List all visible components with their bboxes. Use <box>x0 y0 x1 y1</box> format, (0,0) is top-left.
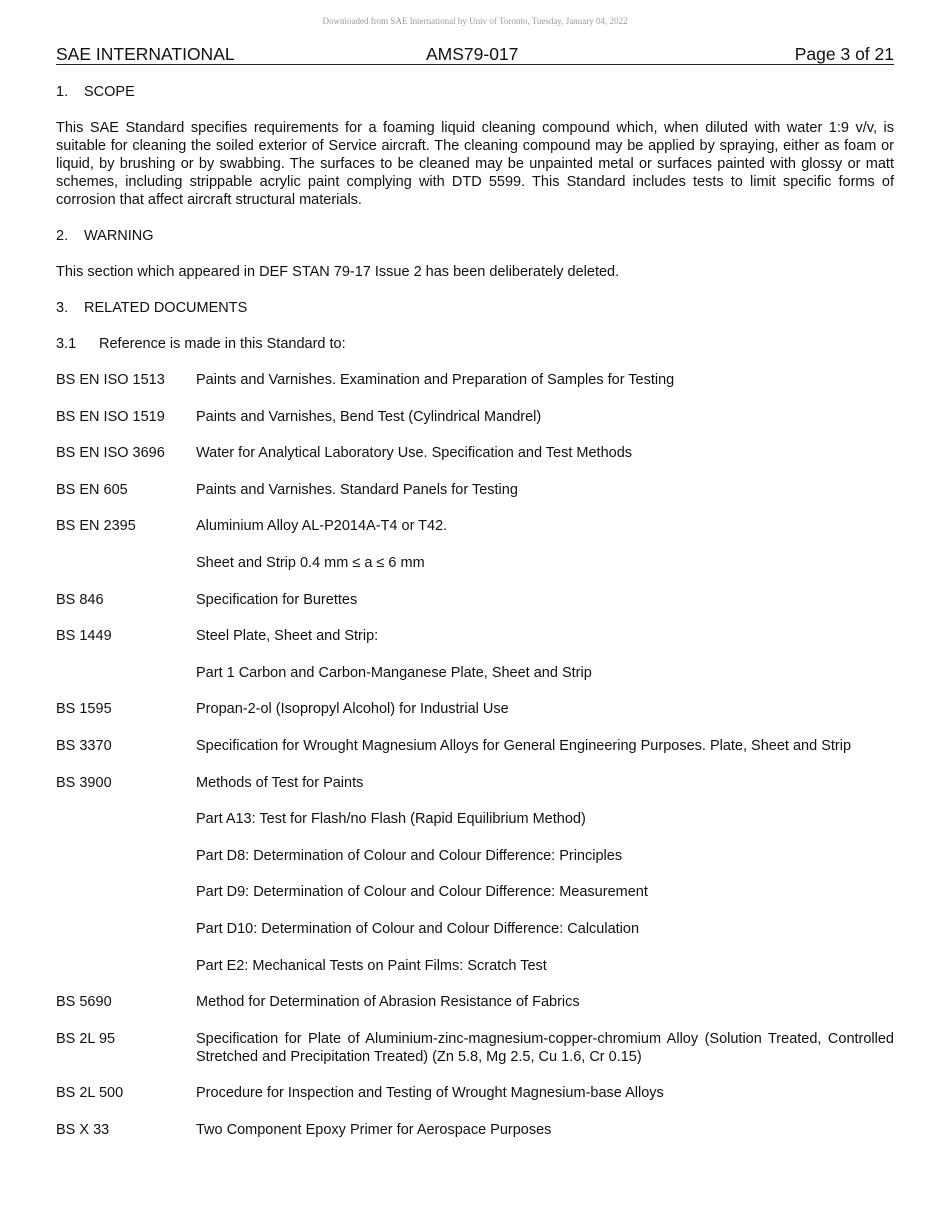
reference-title: Propan-2-ol (Isopropyl Alcohol) for Industrial Use <box>196 701 509 718</box>
reference-code: BS X 33 <box>56 1121 110 1138</box>
reference-title: Part E2: Mechanical Tests on Paint Films: Scratch Test <box>196 957 547 974</box>
reference-title: Part D8: Determination of Colour and Colour Difference: Principles <box>196 847 623 864</box>
reference-title: Steel Plate, Sheet and Strip: <box>196 628 379 645</box>
reference-code: BS 3370 <box>56 737 112 754</box>
reference-code: BS 846 <box>56 591 104 608</box>
reference-row <box>56 664 894 682</box>
reference-code <box>56 847 196 865</box>
reference-title: Aluminium Alloy AL-P2014A-T4 or T42. <box>196 518 448 535</box>
subsection-number: 3.1 <box>56 336 77 352</box>
reference-code: BS 1595 <box>56 701 112 718</box>
reference-title: Water for Analytical Laboratory Use. Specification and Test Methods <box>196 445 633 462</box>
reference-row <box>56 774 894 792</box>
reference-row <box>56 371 894 389</box>
reference-title: Sheet and Strip 0.4 mm ≤ a ≤ 6 mm <box>196 554 425 571</box>
header-document-id: AMS79-017 <box>426 44 519 64</box>
reference-row <box>56 408 894 426</box>
header-organization: SAE INTERNATIONAL <box>56 44 235 64</box>
reference-row <box>56 591 894 609</box>
reference-code: BS EN ISO 1513 <box>56 372 165 388</box>
reference-row <box>56 627 894 645</box>
reference-title: Part A13: Test for Flash/no Flash (Rapid Equilibrium Method) <box>196 811 586 828</box>
reference-row <box>56 700 894 718</box>
download-watermark: Downloaded from SAE International by Univ of Toronto, Tuesday, January 04, 2022 <box>322 16 628 26</box>
reference-title: Part 1 Carbon and Carbon-Manganese Plate, Sheet and Strip <box>196 664 592 681</box>
reference-title: Part D10: Determination of Colour and Colour Difference: Calculation <box>196 920 640 937</box>
reference-code <box>56 810 196 828</box>
reference-row <box>56 554 894 572</box>
section-title: RELATED DOCUMENTS <box>84 300 248 316</box>
subsection-3-1 <box>56 335 894 353</box>
reference-row <box>56 957 894 975</box>
reference-code: BS 2L 500 <box>56 1085 124 1102</box>
reference-code <box>56 664 196 682</box>
section-heading-warning <box>56 227 894 245</box>
document-body <box>56 83 894 1157</box>
reference-row <box>56 481 894 499</box>
reference-title: Two Component Epoxy Primer for Aerospace Purposes <box>196 1121 552 1138</box>
reference-code: BS 1449 <box>56 628 112 645</box>
reference-title: Specification for Wrought Magnesium Alloys for General Engineering Purposes. Plate, Sheet and Strip <box>196 737 852 754</box>
reference-title: Method for Determination of Abrasion Resistance of Fabrics <box>196 994 580 1011</box>
section-number: 3. <box>56 300 69 316</box>
reference-list <box>56 371 894 1139</box>
reference-row <box>56 920 894 938</box>
reference-title: Procedure for Inspection and Testing of Wrought Magnesium-base Alloys <box>196 1085 664 1102</box>
section-number: 1. <box>56 84 69 100</box>
page-header <box>56 44 894 65</box>
section-number: 2. <box>56 228 69 244</box>
reference-title: Paints and Varnishes, Bend Test (Cylindrical Mandrel) <box>196 408 542 425</box>
reference-row <box>56 517 894 535</box>
section-title: WARNING <box>84 228 154 244</box>
header-page-number: Page 3 of 21 <box>794 44 894 64</box>
reference-row <box>56 1030 894 1066</box>
reference-title: Paints and Varnishes. Standard Panels for Testing <box>196 481 518 498</box>
reference-title: Specification for Burettes <box>196 591 358 608</box>
reference-code: BS EN 605 <box>56 481 128 498</box>
reference-row <box>56 810 894 828</box>
reference-code <box>56 957 196 975</box>
reference-title: Part D9: Determination of Colour and Colour Difference: Measurement <box>196 884 648 901</box>
section-title: SCOPE <box>84 84 135 100</box>
reference-row <box>56 993 894 1011</box>
reference-code: BS 3900 <box>56 774 112 791</box>
reference-row <box>56 1121 894 1139</box>
reference-title: Specification for Plate of Aluminium-zinc-magnesium-copper-chromium Alloy (Solution Treated, Controlled Stretched and Precipitation Treated) (Zn 5.8, Mg 2.5, Cu 1.6, Cr 0.15) <box>196 1030 894 1065</box>
reference-title: Methods of Test for Paints <box>196 774 364 791</box>
reference-code: BS 5690 <box>56 994 112 1011</box>
scope-paragraph: This SAE Standard specifies requirements for a foaming liquid cleaning compound which, when diluted with water 1:9 v/v, is suitable for cleaning the soiled exterior of Service aircraft. The cleaning compound may be applied by spraying, either as foam or liquid, by brushing or by swabbing. The surfaces to be cleaned may be unpainted metal or surfaces painted with glossy or matt schemes, including strippable acrylic paint complying with DTD 5599. This Standard includes tests to limit specific forms of corrosion that affect aircraft structural materials. <box>56 120 894 208</box>
section-heading-scope <box>56 83 894 101</box>
reference-code: BS EN ISO 3696 <box>56 445 165 462</box>
warning-paragraph: This section which appeared in DEF STAN 79-17 Issue 2 has been deliberately deleted. <box>56 264 620 280</box>
reference-code: BS EN 2395 <box>56 518 136 535</box>
section-heading-related-documents <box>56 299 894 317</box>
reference-row <box>56 847 894 865</box>
reference-row <box>56 444 894 462</box>
reference-code: BS EN ISO 1519 <box>56 408 165 425</box>
reference-code <box>56 920 196 938</box>
reference-code <box>56 883 196 901</box>
reference-code: BS 2L 95 <box>56 1030 116 1047</box>
subsection-text: Reference is made in this Standard to: <box>99 336 346 352</box>
reference-row <box>56 1084 894 1102</box>
reference-code <box>56 554 196 572</box>
reference-row <box>56 737 894 755</box>
reference-title: Paints and Varnishes. Examination and Preparation of Samples for Testing <box>196 372 675 388</box>
reference-row <box>56 883 894 901</box>
